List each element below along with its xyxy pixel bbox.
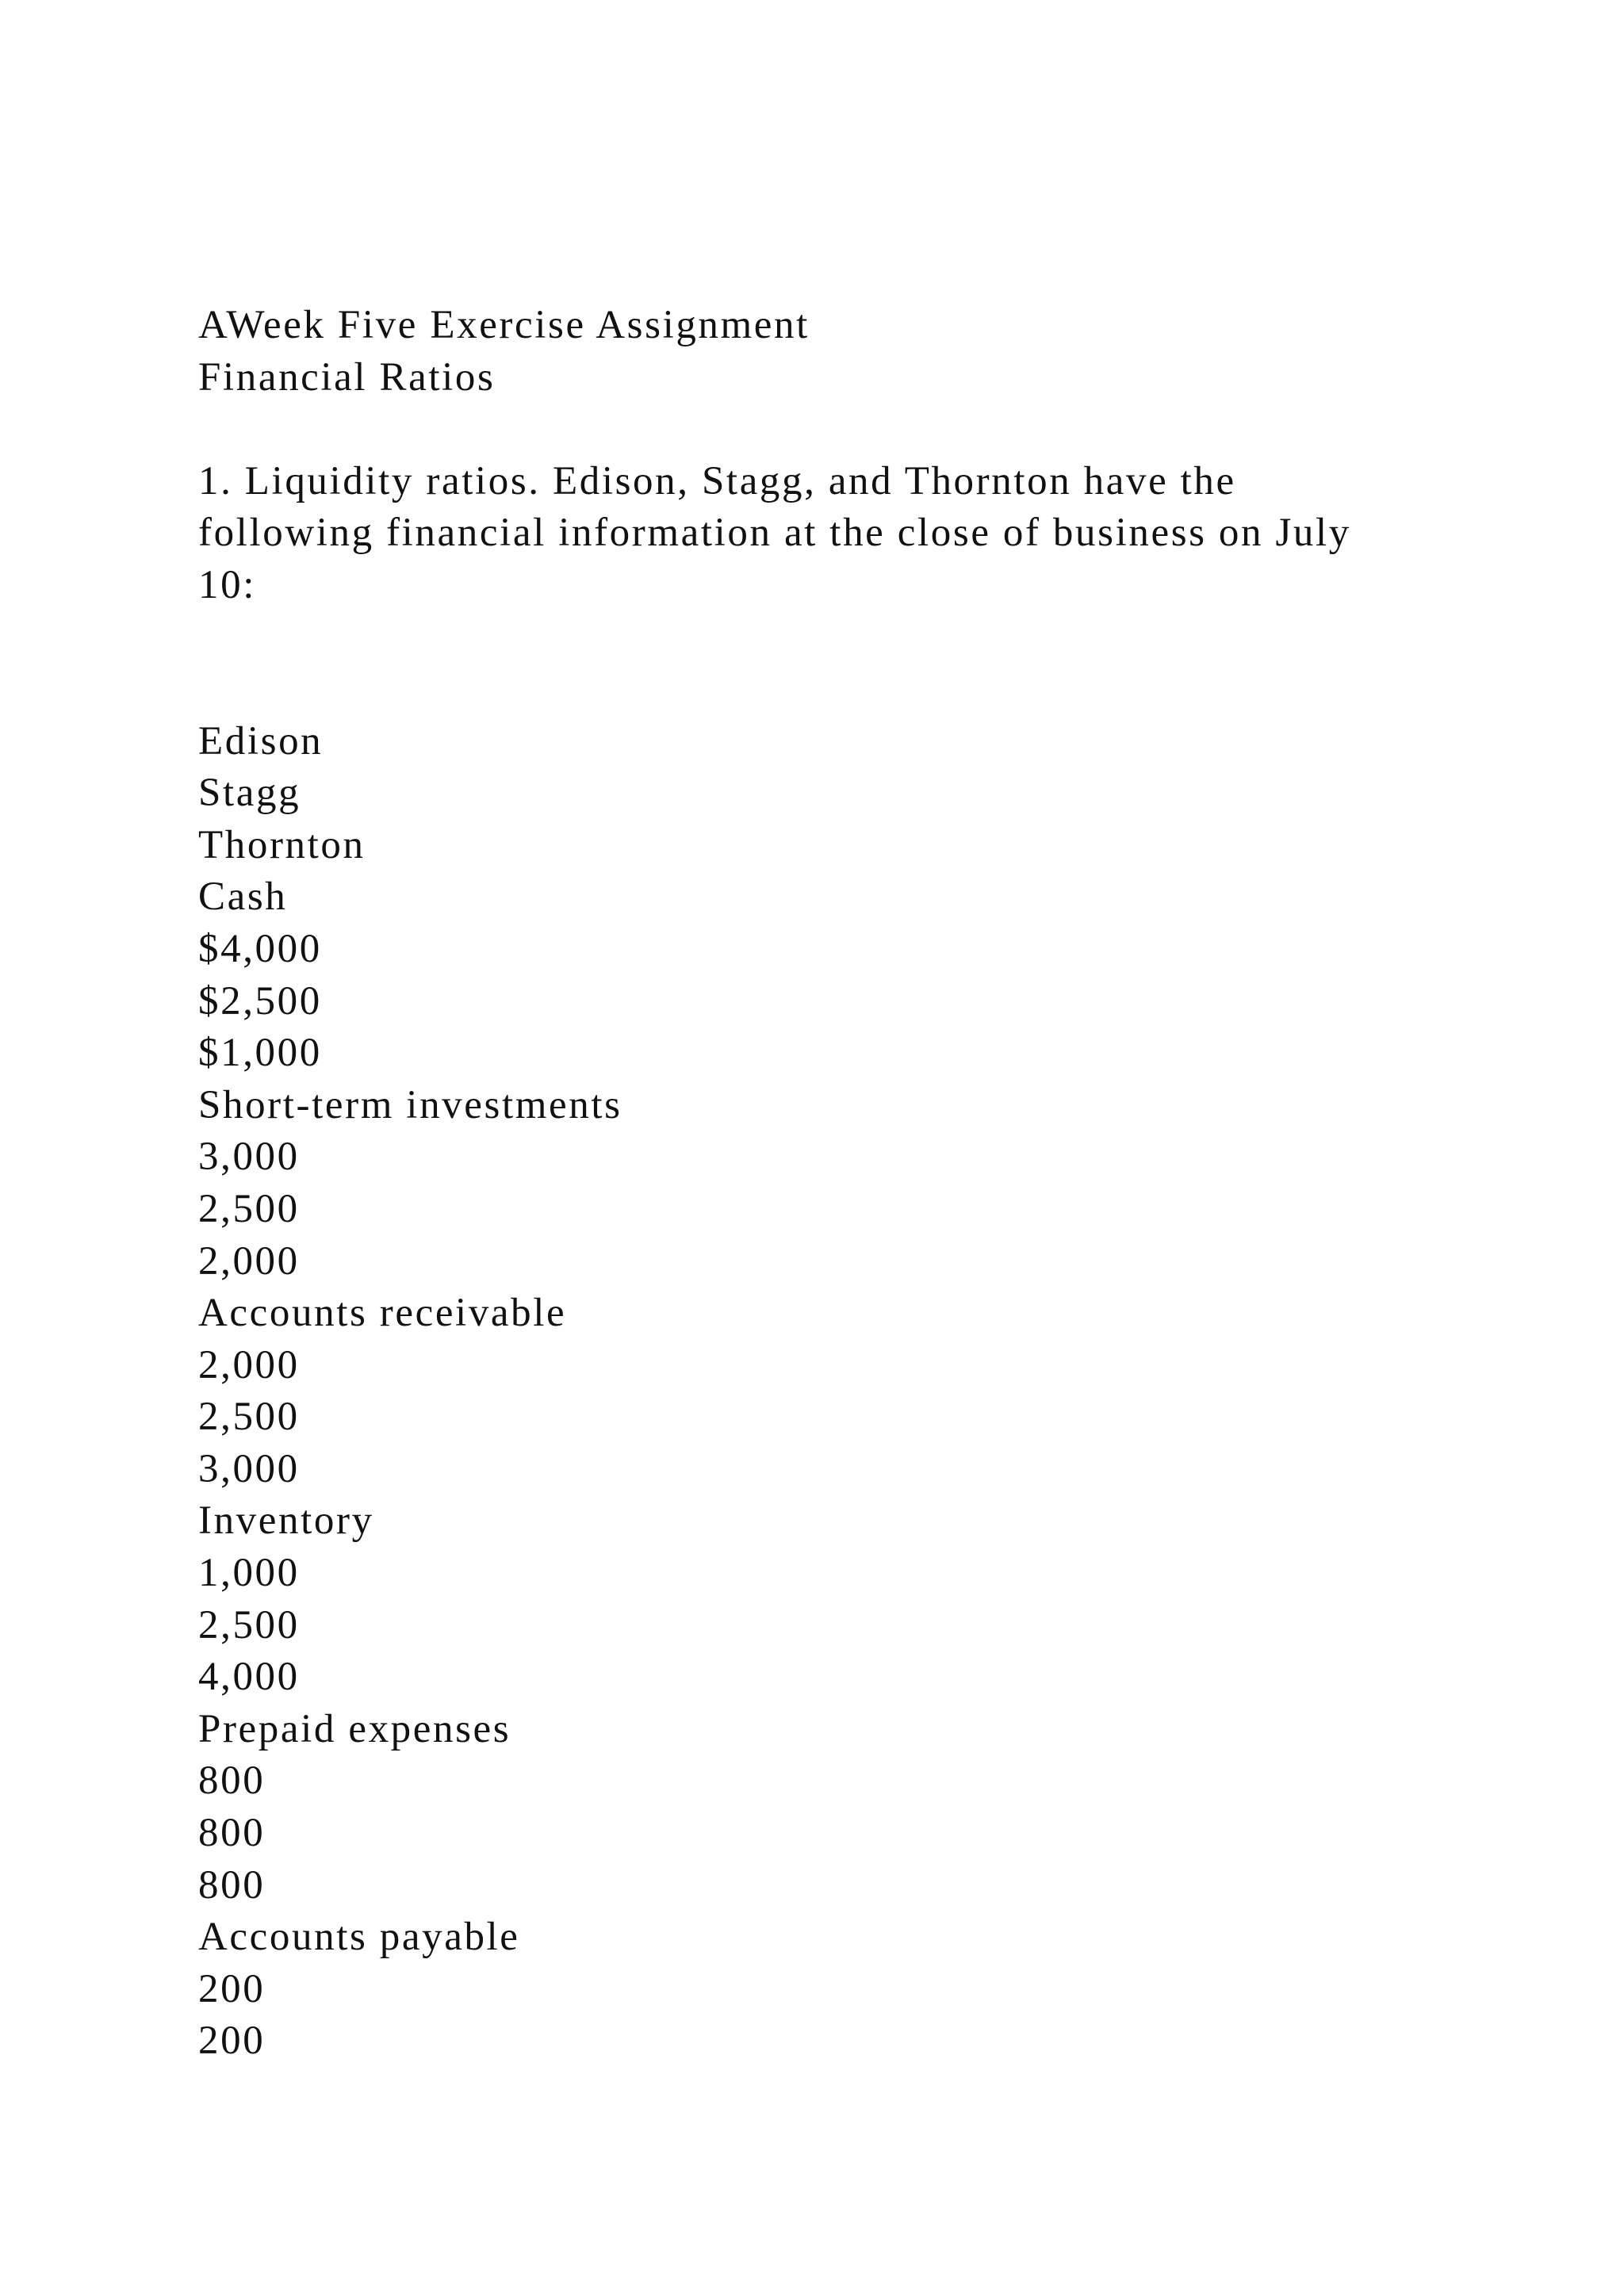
cell-value: 2,000 xyxy=(198,1238,300,1284)
table-row xyxy=(198,1495,1435,1703)
cell-value: 2,500 xyxy=(198,1186,300,1231)
table-row xyxy=(198,1288,1435,1495)
table-row xyxy=(198,1911,1435,2068)
row-label: Inventory xyxy=(198,1498,374,1544)
document-subtitle: Financial Ratios xyxy=(198,354,496,400)
row-label: Accounts receivable xyxy=(198,1291,567,1336)
cell-value: 200 xyxy=(198,2019,266,2064)
cell-value: 1,000 xyxy=(198,1551,300,1596)
cell-value: $2,500 xyxy=(198,978,322,1024)
column-header-edison: Edison xyxy=(198,718,324,763)
row-label: Short-term investments xyxy=(198,1082,622,1127)
question-paragraph xyxy=(198,456,1435,612)
cell-value: $1,000 xyxy=(198,1031,322,1076)
cell-value: 800 xyxy=(198,1811,266,1856)
table-row xyxy=(198,1080,1435,1288)
cell-value: 3,000 xyxy=(198,1446,300,1491)
cell-value: 800 xyxy=(198,1758,266,1804)
column-header-stagg: Stagg xyxy=(198,771,301,816)
cell-value: 200 xyxy=(198,1966,266,2011)
question-line: 10: xyxy=(198,562,256,607)
spacer xyxy=(198,612,1435,716)
table-row xyxy=(198,1704,1435,1911)
cell-value: $4,000 xyxy=(198,926,322,971)
cell-value: 2,500 xyxy=(198,1602,300,1647)
row-label: Prepaid expenses xyxy=(198,1706,511,1751)
table-row xyxy=(198,871,1435,1079)
cell-value: 2,500 xyxy=(198,1395,300,1440)
cell-value: 4,000 xyxy=(198,1655,300,1700)
row-label: Cash xyxy=(198,874,288,920)
document-content xyxy=(198,300,1435,2068)
cell-value: 2,000 xyxy=(198,1342,300,1387)
column-header-thornton: Thornton xyxy=(198,822,366,867)
table-header xyxy=(198,716,1435,872)
question-line: 1. Liquidity ratios. Edison, Stagg, and Thornton have the xyxy=(198,458,1236,503)
financial-table xyxy=(198,716,1435,2068)
question-line: following financial information at the close of business on July xyxy=(198,511,1351,556)
row-label: Accounts payable xyxy=(198,1915,520,1960)
spacer xyxy=(198,404,1435,456)
cell-value: 3,000 xyxy=(198,1135,300,1180)
cell-value: 800 xyxy=(198,1862,266,1908)
document-title: AWeek Five Exercise Assignment xyxy=(198,303,810,347)
